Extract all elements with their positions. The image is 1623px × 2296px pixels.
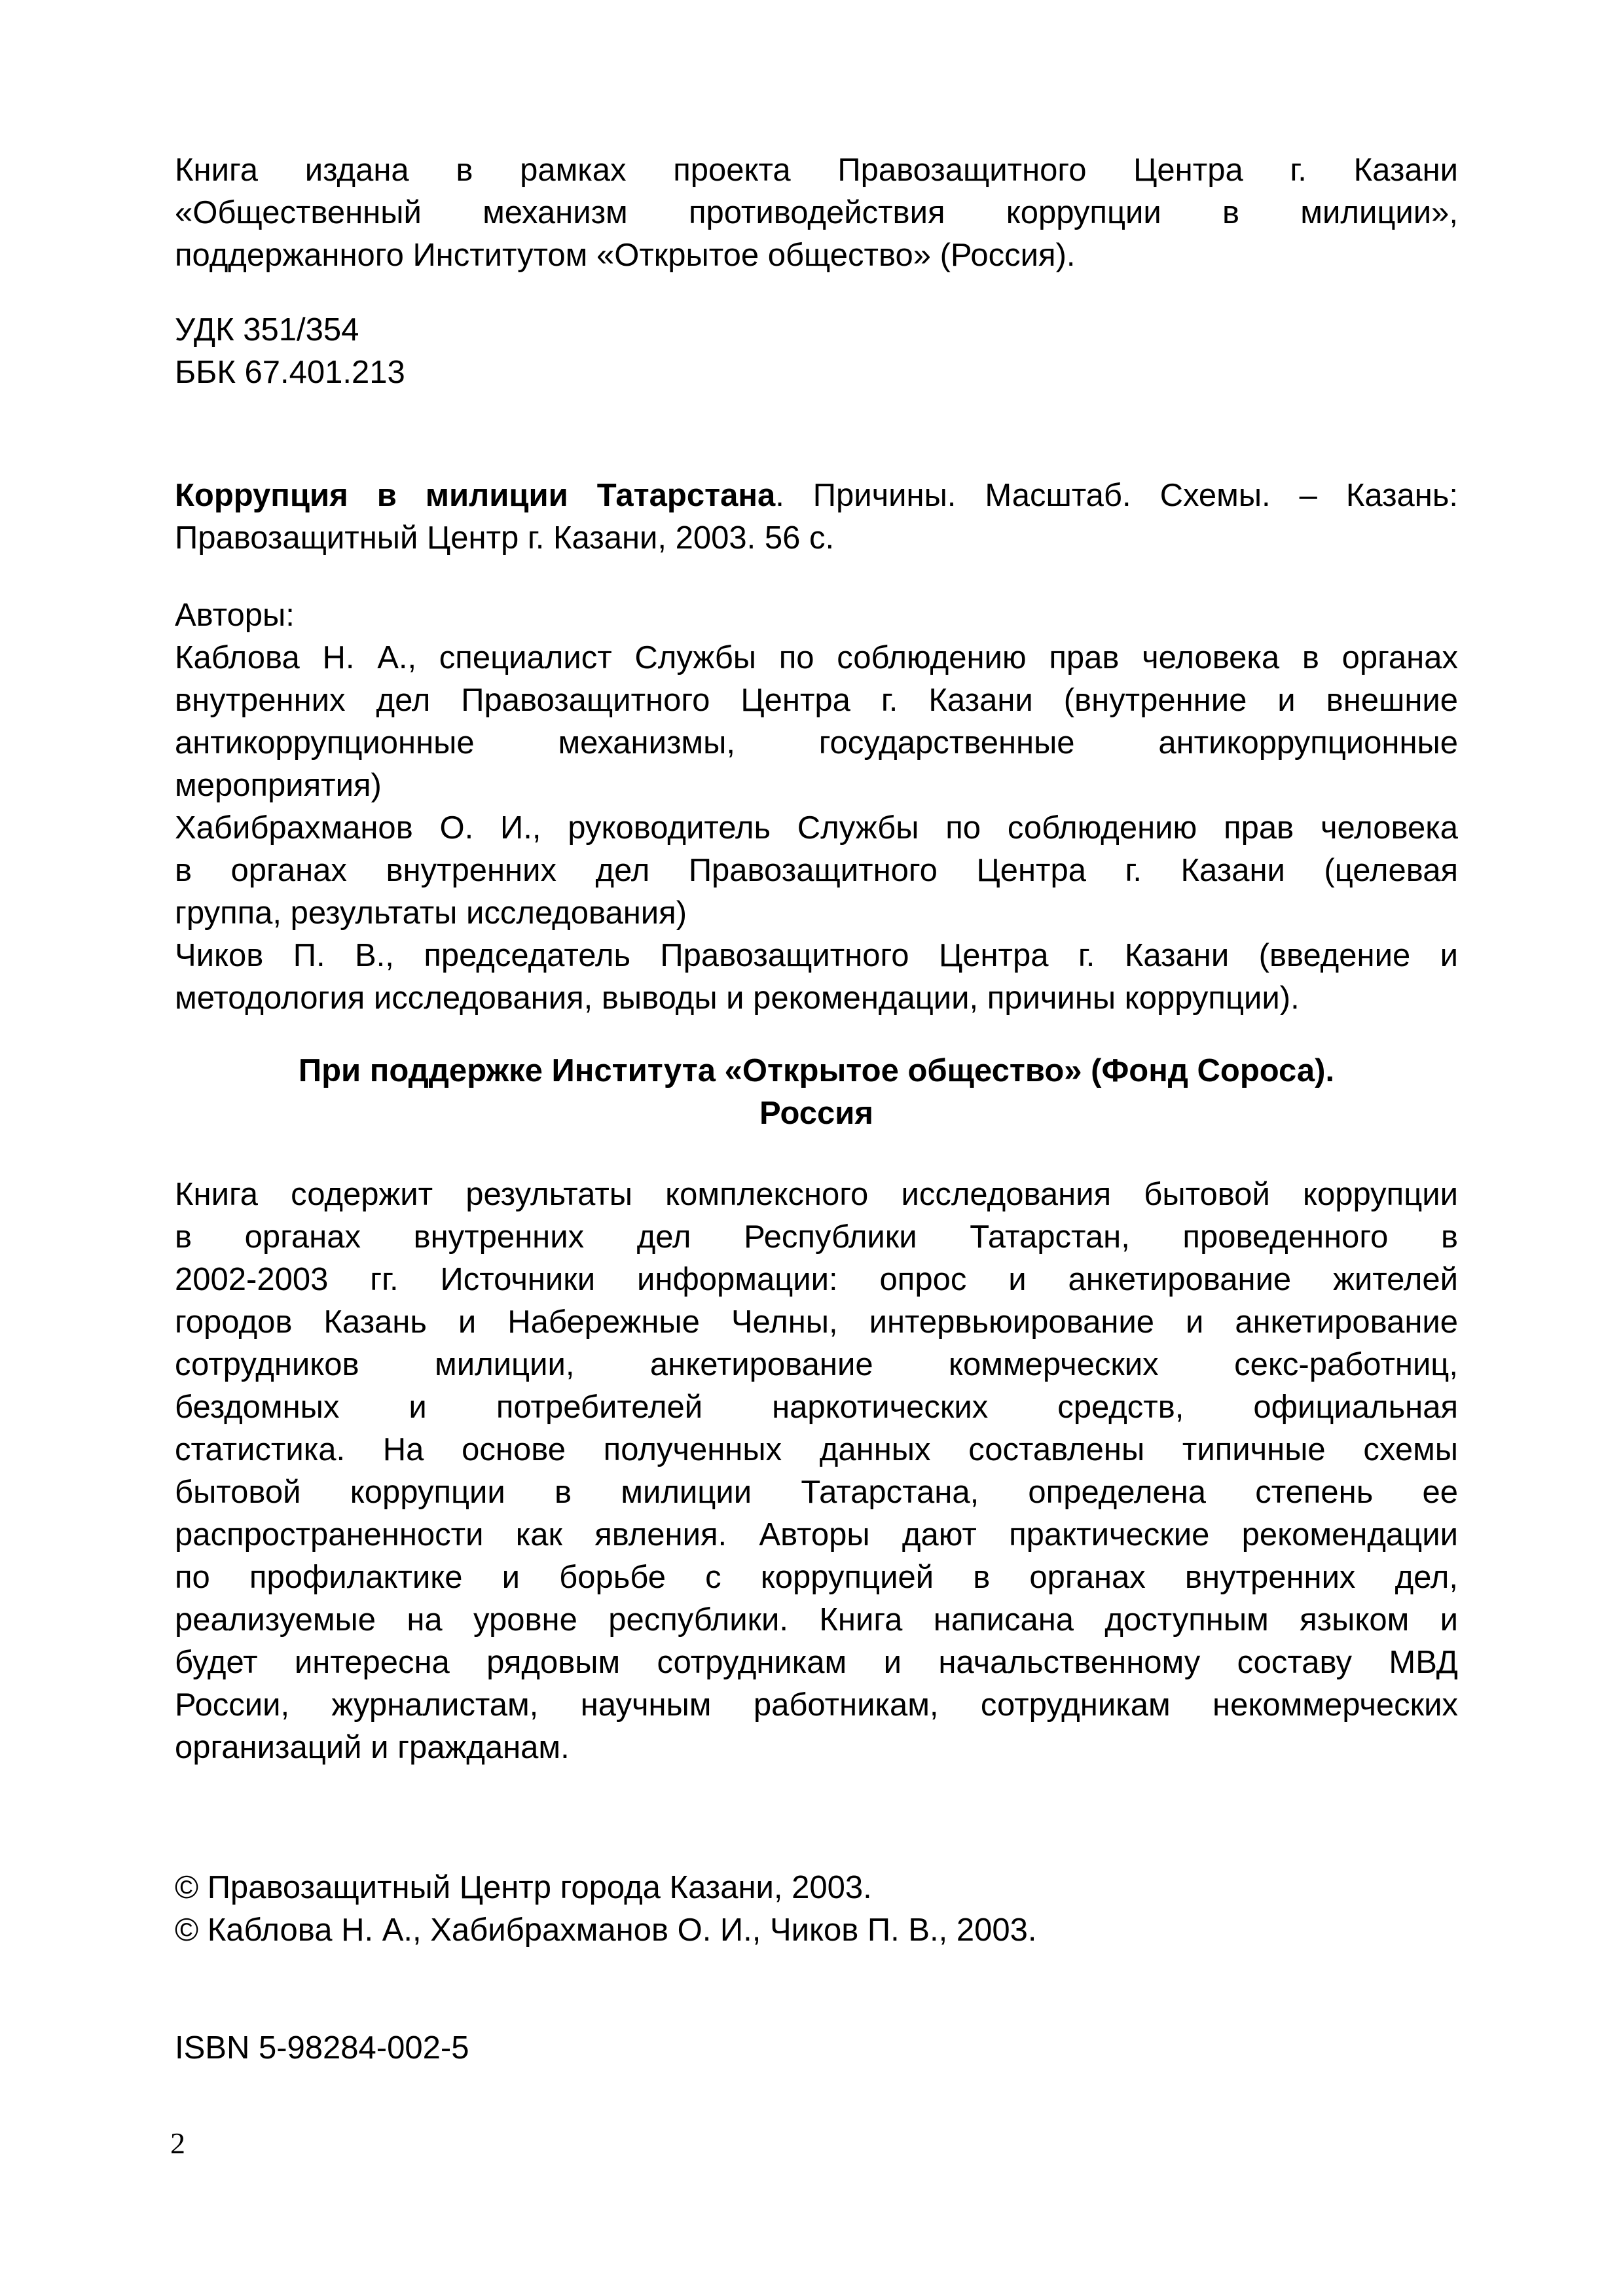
intro-line: Книга издана в рамках проекта Правозащитного Центра г. Казани (175, 152, 1458, 188)
citation-block (175, 475, 1458, 560)
support-block (175, 1050, 1458, 1135)
authors-line: методология исследования, выводы и рекомендации, причины коррупции). (175, 980, 1300, 1016)
abstract-line: бытовой коррупции в милиции Татарстана, определена степень ее (175, 1475, 1458, 1510)
support-line: При поддержке Института «Открытое общество» (Фонд Сороса). (298, 1053, 1335, 1088)
authors-line: антикоррупционные механизмы, государственные антикоррупционные (175, 725, 1458, 761)
book-title: Коррупция в милиции Татарстана (175, 478, 776, 513)
abstract-line: России, журналистам, научным работникам, сотрудникам некоммерческих (175, 1687, 1458, 1723)
authors-line: Чиков П. В., председатель Правозащитного Центра г. Казани (введение и (175, 938, 1458, 973)
authors-line: внутренних дел Правозащитного Центра г. Казани (внутренние и внешние (175, 683, 1458, 718)
abstract-line: по профилактике и борьбе с коррупцией в органах внутренних дел, (175, 1560, 1458, 1595)
abstract-line: распространенности как явления. Авторы дают практические рекомендации (175, 1517, 1458, 1552)
authors-line: мероприятия) (175, 768, 382, 803)
authors-line: в органах внутренних дел Правозащитного Центра г. Казани (целевая (175, 853, 1458, 888)
copyright-line: © Каблова Н. А., Хабибрахманов О. И., Чиков П. В., 2003. (175, 1912, 1037, 1948)
support-line: Россия (759, 1096, 873, 1131)
page-number: 2 (170, 2126, 185, 2160)
authors-heading: Авторы: (175, 598, 295, 633)
intro-line: «Общественный механизм противодействия коррупции в милиции», (175, 195, 1458, 230)
abstract-line: в органах внутренних дел Республики Татарстан, проведенного в (175, 1219, 1458, 1255)
intro-paragraph (175, 149, 1458, 277)
intro-line: поддержанного Институтом «Открытое общество» (Россия). (175, 238, 1076, 273)
citation-line (175, 475, 1458, 517)
copyright-line: © Правозащитный Центр города Казани, 2003. (175, 1870, 872, 1905)
authors-line: Хабибрахманов О. И., руководитель Службы по соблюдению прав человека (175, 810, 1458, 846)
authors-line: группа, результаты исследования) (175, 895, 687, 931)
abstract-line: городов Казань и Набережные Челны, интервьюирование и анкетирование (175, 1304, 1458, 1340)
isbn-block (175, 2027, 1458, 2070)
abstract-line: организаций и гражданам. (175, 1730, 570, 1765)
abstract-line: сотрудников милиции, анкетирование коммерческих секс-работниц, (175, 1347, 1458, 1382)
classification-block (175, 309, 1458, 394)
authors-line: Каблова Н. А., специалист Службы по соблюдению прав человека в органах (175, 640, 1458, 675)
abstract-paragraph (175, 1174, 1458, 1769)
abstract-line: будет интересна рядовым сотрудникам и начальственному составу МВД (175, 1645, 1458, 1680)
authors-block (175, 594, 1458, 1020)
udk-code: УДК 351/354 (175, 312, 359, 348)
isbn: ISBN 5-98284-002-5 (175, 2030, 469, 2066)
abstract-line: бездомных и потребителей наркотических средств, официальная (175, 1390, 1458, 1425)
copyright-block (175, 1867, 1458, 1952)
abstract-line: Книга содержит результаты комплексного исследования бытовой коррупции (175, 1177, 1458, 1212)
abstract-line: статистика. На основе полученных данных составлены типичные схемы (175, 1432, 1458, 1467)
abstract-line: 2002-2003 гг. Источники информации: опрос и анкетирование жителей (175, 1262, 1458, 1297)
bbk-code: ББК 67.401.213 (175, 355, 405, 390)
citation-rest: . Причины. Масштаб. Схемы. – Казань: (775, 478, 1458, 513)
citation-line: Правозащитный Центр г. Казани, 2003. 56 с. (175, 520, 835, 556)
abstract-line: реализуемые на уровне республики. Книга написана доступным языком и (175, 1602, 1458, 1638)
